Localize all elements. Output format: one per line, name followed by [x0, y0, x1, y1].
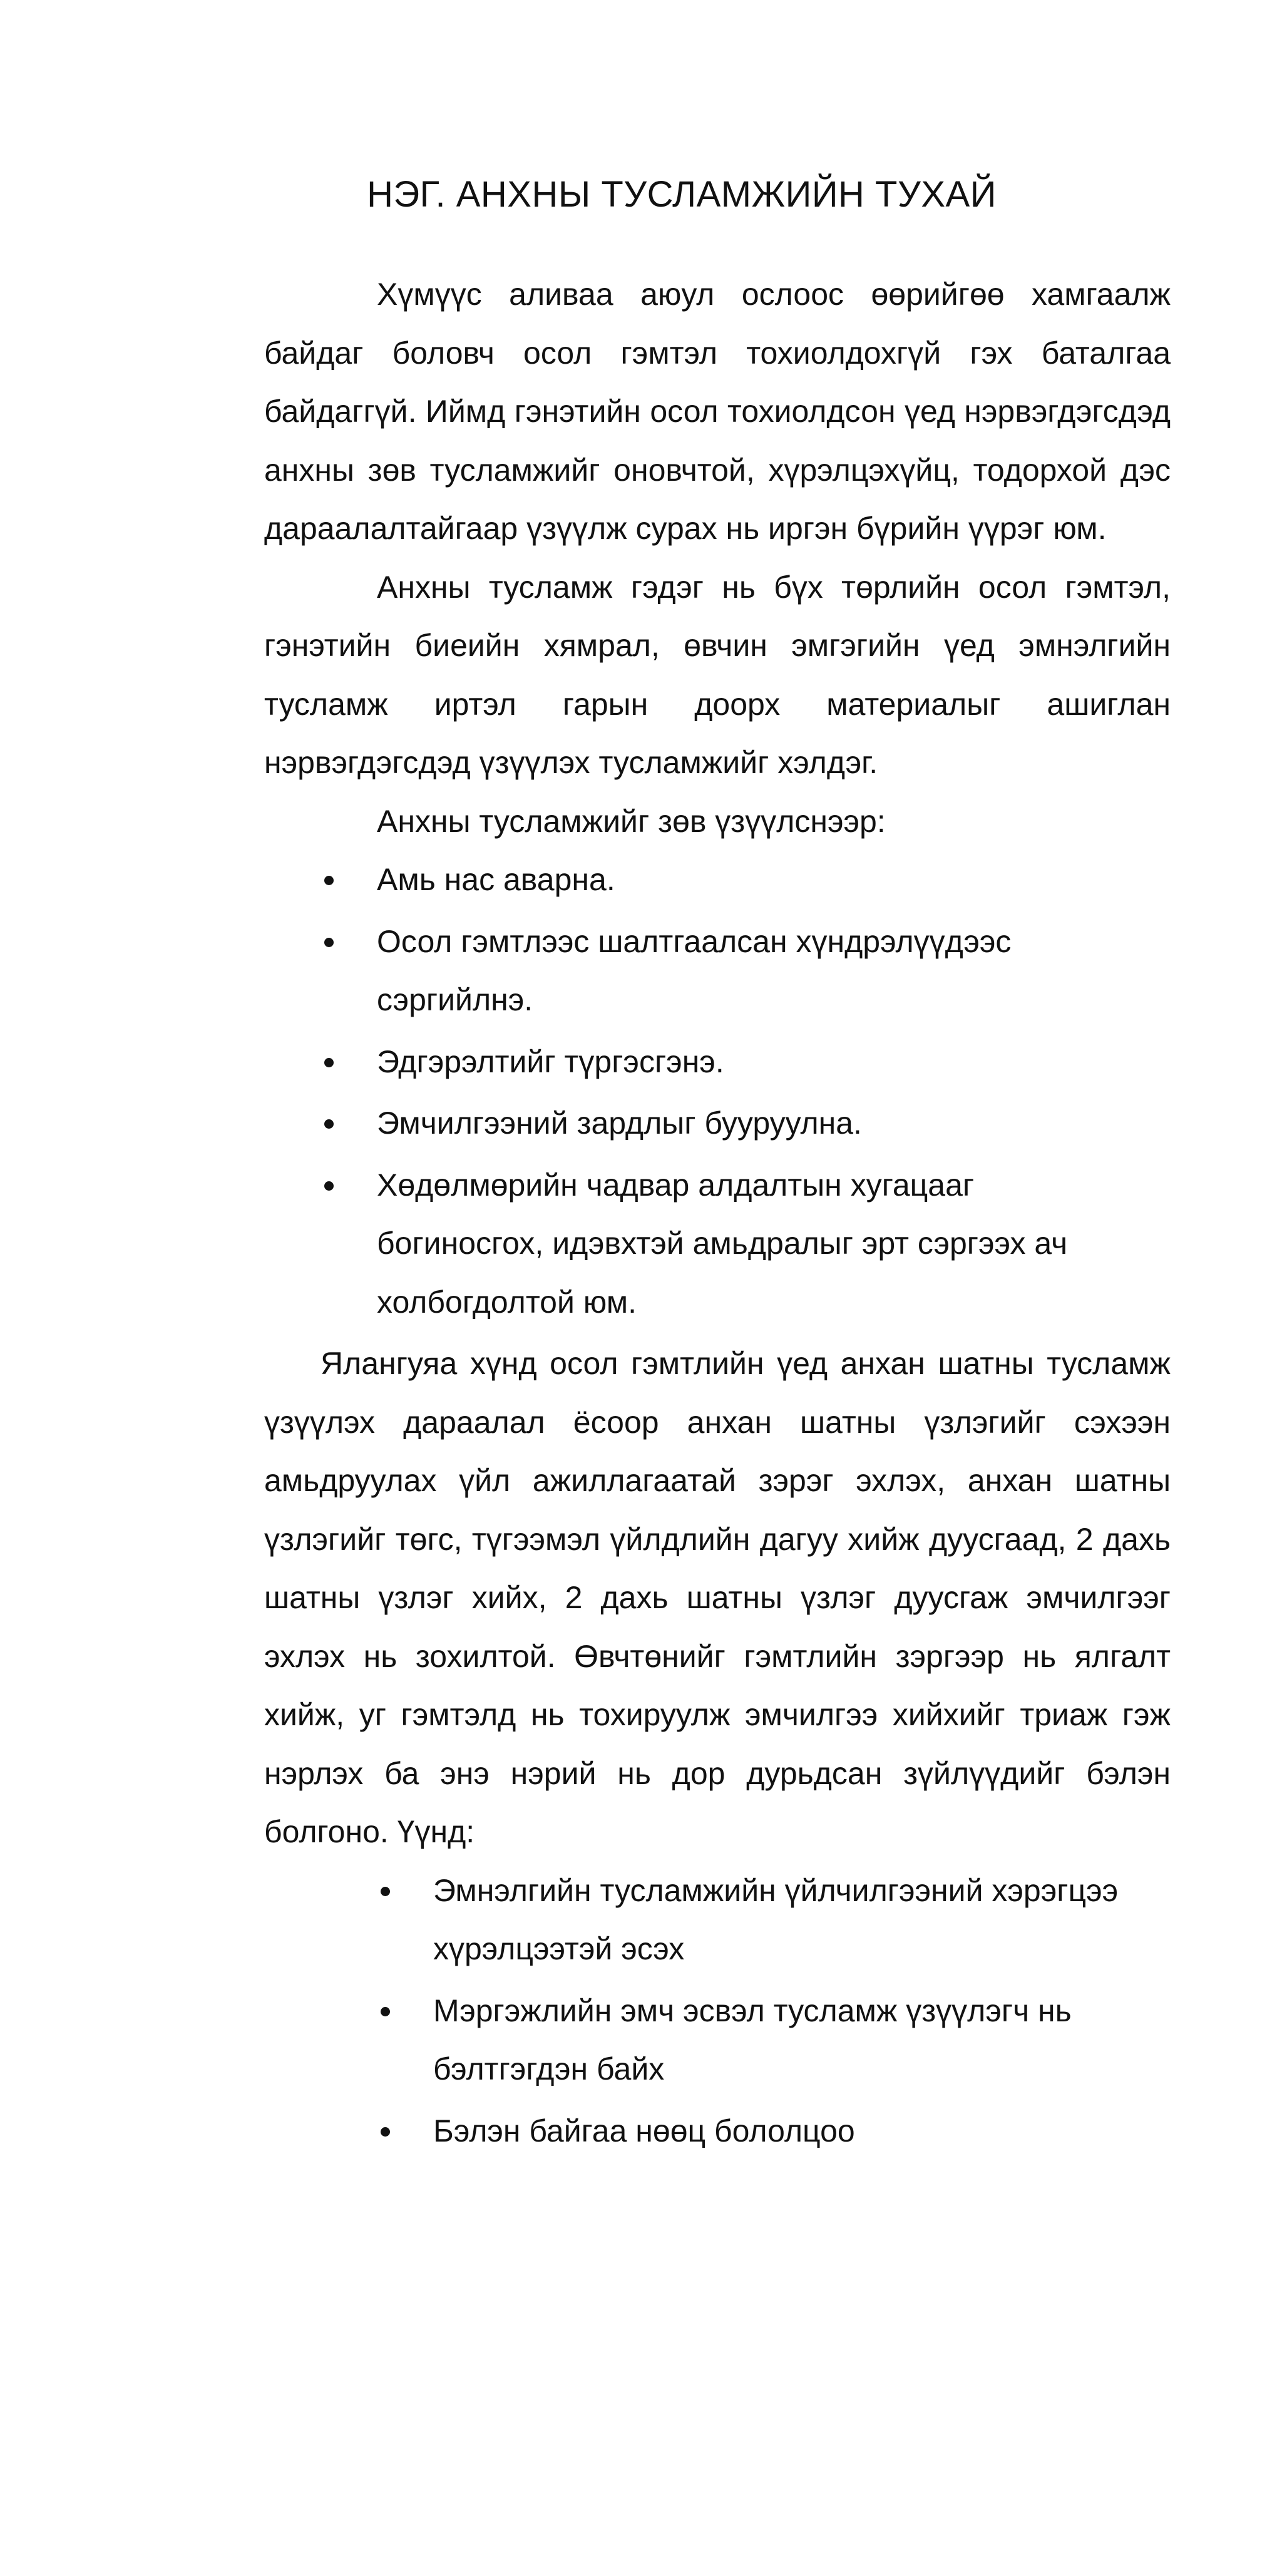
list-item-text: Эдгэрэлтийг түргэсгэнэ.: [377, 1044, 724, 1079]
bullet-icon: [324, 876, 334, 885]
bullet-icon: [324, 1119, 334, 1129]
list-item: [264, 913, 1171, 1030]
benefits-list: [264, 851, 1171, 1332]
list-item: [264, 1033, 1171, 1092]
list-item: [264, 1862, 1171, 1979]
list-item-text: Бэлэн байгаа нөөц бололцоо: [433, 2113, 855, 2148]
paragraph-intro: Хүмүүс аливаа аюул ослоос өөрийгөө хамгаалж байдаг боловч осол гэмтэл тохиолдохгүй гэх баталгаа байдаггүй. Иймд гэнэтийн осол тохиолдсон үед нэрвэгдэгсдэд анхны зөв тусламжийг оновчтой, хүрэлцэхүйц, тодорхой дэс дараалалтайгаар үзүүлж сурах нь иргэн бүрийн үүрэг юм.: [264, 277, 1171, 546]
list-item: [264, 2102, 1171, 2161]
section-title: НЭГ. АНХНЫ ТУСЛАМЖИЙН ТУХАЙ: [367, 174, 997, 215]
paragraph-definition: Анхны тусламж гэдэг нь бүх төрлийн осол гэмтэл, гэнэтийн биеийн хямрал, өвчин эмгэгийн үед эмнэлгийн тусламж иртэл гарын доорх материалыг ашиглан нэрвэгдэгсдэд үзүүлэх тусламжийг хэлдэг.: [264, 569, 1171, 780]
list-item-text: Осол гэмтлээс шалтгаалсан хүндрэлүүдээс сэргийлнэ.: [377, 923, 1012, 1017]
bullet-icon: [324, 938, 334, 947]
bullet-icon: [381, 1887, 390, 1896]
list-item: [264, 1982, 1171, 2099]
bullet-icon: [324, 1058, 334, 1067]
bullet-icon: [381, 2007, 390, 2016]
list-item-text: Эмчилгээний зардлыг бууруулна.: [377, 1106, 862, 1141]
requirements-list: [264, 1862, 1171, 2161]
list-item: [264, 1094, 1171, 1153]
benefits-lead: Анхны тусламжийг зөв үзүүлснээр:: [377, 803, 886, 839]
list-item: [264, 1156, 1171, 1332]
bullet-icon: [381, 2127, 390, 2137]
list-item-text: Амь нас аварна.: [377, 862, 615, 897]
bullet-icon: [324, 1181, 334, 1191]
paragraph-triage: Ялангуяа хүнд осол гэмтлийн үед анхан шатны тусламж үзүүлэх дараалал ёсоор анхан шатны үзлэгийг сэхээн амьдруулах үйл ажиллагаатай зэрэг эхлэх, анхан шатны үзлэгийг төгс, түгээмэл үйлдлийн дагуу хийж дуусгаад, 2 дахь шатны үзлэг хийх, 2 дахь шатны үзлэг дуусгаж эмчилгээг эхлэх нь зохилтой. Өвчтөнийг гэмтлийн зэргээр нь ялгалт хийж, уг гэмтэлд нь тохируулж эмчилгээ хийхийг триаж гэж нэрлэх ба энэ нэрий нь дор дурьдсан зүйлүүдийг бэлэн болгоно. Үүнд:: [264, 1346, 1171, 1849]
list-item: [264, 851, 1171, 910]
list-item-text: Эмнэлгийн тусламжийн үйлчилгээний хэрэгцээ хүрэлцээтэй эсэх: [433, 1872, 1119, 1966]
list-item-text: Мэргэжлийн эмч эсвэл тусламж үзүүлэгч нь бэлтгэгдэн байх: [433, 1993, 1072, 2086]
list-item-text: Хөдөлмөрийн чадвар алдалтын хугацааг богиносгох, идэвхтэй амьдралыг эрт сэргээх ач холбогдолтой юм.: [377, 1167, 1068, 1320]
document-body: [264, 265, 1171, 2163]
